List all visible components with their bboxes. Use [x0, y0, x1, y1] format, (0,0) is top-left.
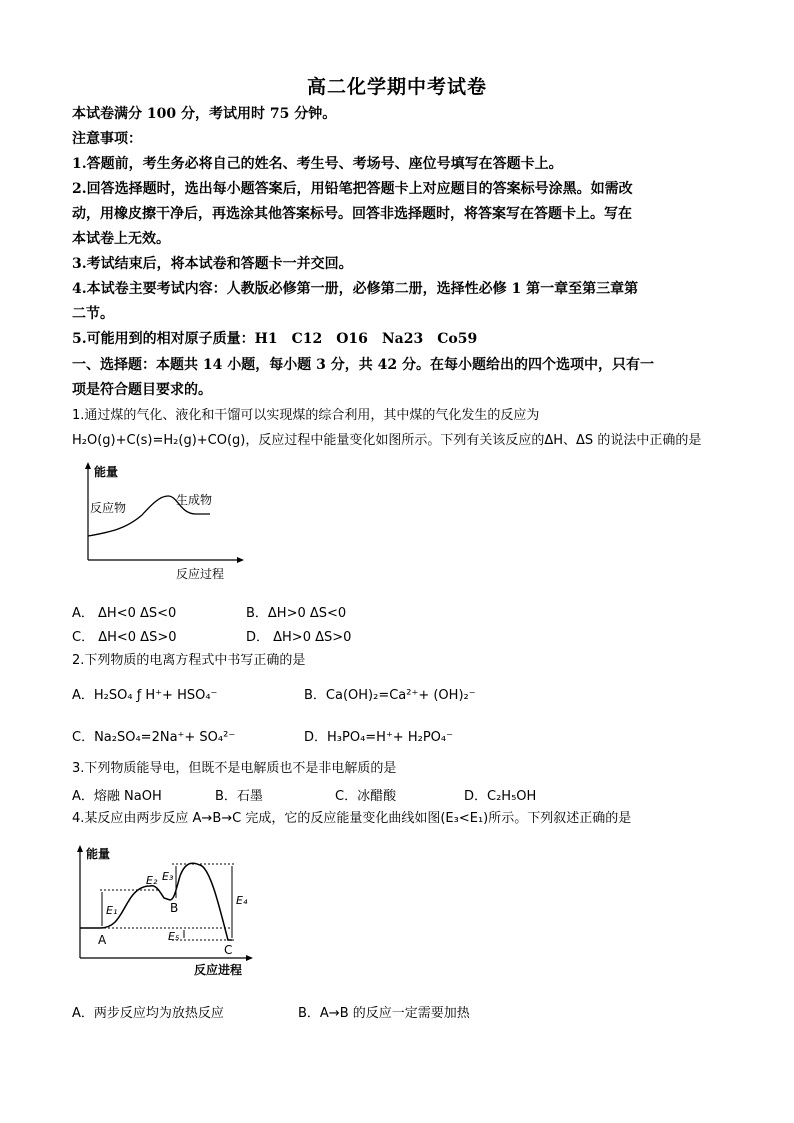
section-heading: 项是符合题目要求的。 — [72, 382, 212, 398]
q2-option-a: A．H₂SO₄ ƒ H⁺+ HSO₄⁻ — [72, 688, 218, 703]
question-1-stem: 1.通过煤的气化、液化和干馏可以实现煤的综合利用，其中煤的气化发生的反应为 — [72, 408, 540, 423]
q1-option-d: D． ΔH>0 ΔS>0 — [246, 630, 352, 645]
e2-label: E₂ — [146, 874, 158, 887]
q1-option-c: C． ΔH<0 ΔS>0 — [72, 630, 177, 645]
notice-line: 本试卷上无效。 — [72, 231, 170, 247]
x-axis-label: 反应过程 — [176, 567, 225, 581]
q3-option-a: A．熔融 NaOH — [72, 789, 162, 804]
q3-option-c: C．冰醋酸 — [335, 789, 397, 804]
product-label: 生成物 — [176, 493, 213, 507]
page-title: 高二化学期中考试卷 — [306, 76, 487, 98]
e3-label: E₃ — [162, 870, 174, 883]
y-axis-arrow — [77, 845, 83, 852]
y-axis-label: 能量 — [86, 847, 111, 861]
point-b-label: B — [170, 901, 179, 915]
notice-line: 2.回答选择题时，选出每小题答案后，用铅笔把答题卡上对应题目的答案标号涂黑。如需改 — [72, 181, 633, 197]
q2-option-c: C．Na₂SO₄=2Na⁺+ SO₄²⁻ — [72, 730, 236, 745]
notice-line: 5.可能用到的相对原子质量：H1 C12 O16 Na23 Co59 — [72, 331, 478, 347]
notice-line: 动，用橡皮擦干净后，再选涂其他答案标号。回答非选择题时，将答案写在答题卡上。写在 — [72, 206, 632, 222]
notice-header: 注意事项： — [72, 131, 142, 147]
q1-option-a: A． ΔH<0 ΔS<0 — [72, 606, 177, 621]
x-axis-arrow — [237, 557, 244, 563]
q4-energy-diagram — [72, 840, 262, 980]
section-heading: 一、选择题：本题共 14 小题，每小题 3 分，共 42 分。在每小题给出的四个选项中，只有一 — [72, 357, 654, 373]
question-1-stem: H₂O(g)+C(s)=H₂(g)+CO(g)，反应过程中能量变化如图所示。下列有关该反应的ΔH、ΔS 的说法中正确的是 — [72, 433, 702, 448]
q2-option-d: D．H₃PO₄=H⁺+ H₂PO₄⁻ — [304, 730, 453, 745]
e5-label: E₅ — [168, 930, 180, 943]
y-axis-label: 能量 — [94, 465, 119, 479]
q2-option-b: B．Ca(OH)₂=Ca²⁺+ (OH)₂⁻ — [304, 688, 476, 703]
point-a-label: A — [98, 933, 107, 947]
q4-option-a: A．两步反应均为放热反应 — [72, 1006, 224, 1021]
x-axis-arrow — [246, 955, 253, 961]
question-2-stem: 2.下列物质的电离方程式中书写正确的是 — [72, 653, 306, 668]
reactant-label: 反应物 — [90, 501, 127, 515]
notice-line: 1.答题前，考生务必将自己的姓名、考生号、考场号、座位号填写在答题卡上。 — [72, 156, 563, 172]
x-axis-label: 反应进程 — [194, 963, 243, 977]
e1-label: E₁ — [106, 904, 118, 917]
q1-energy-diagram — [72, 460, 252, 585]
q4-option-b: B．A→B 的反应一定需要加热 — [298, 1006, 470, 1021]
intro-line: 本试卷满分 100 分，考试用时 75 分钟。 — [72, 106, 337, 122]
y-axis-arrow — [85, 462, 91, 469]
notice-line: 4.本试卷主要考试内容：人教版必修第一册，必修第二册，选择性必修 1 第一章至第三章第 — [72, 281, 639, 297]
q3-option-d: D．C₂H₅OH — [464, 789, 537, 804]
q3-option-b: B．石墨 — [215, 789, 263, 804]
question-3-stem: 3.下列物质能导电，但既不是电解质也不是非电解质的是 — [72, 761, 397, 776]
q1-option-b: B．ΔH>0 ΔS<0 — [246, 606, 347, 621]
question-4-stem: 4.某反应由两步反应 A→B→C 完成，它的反应能量变化曲线如图(E₃<E₁)所示。下列叙述正确的是 — [72, 811, 632, 826]
point-c-label: C — [224, 943, 233, 957]
notice-line: 二节。 — [72, 306, 114, 322]
notice-line: 3.考试结束后，将本试卷和答题卡一并交回。 — [72, 256, 353, 272]
e4-label: E₄ — [236, 894, 248, 907]
